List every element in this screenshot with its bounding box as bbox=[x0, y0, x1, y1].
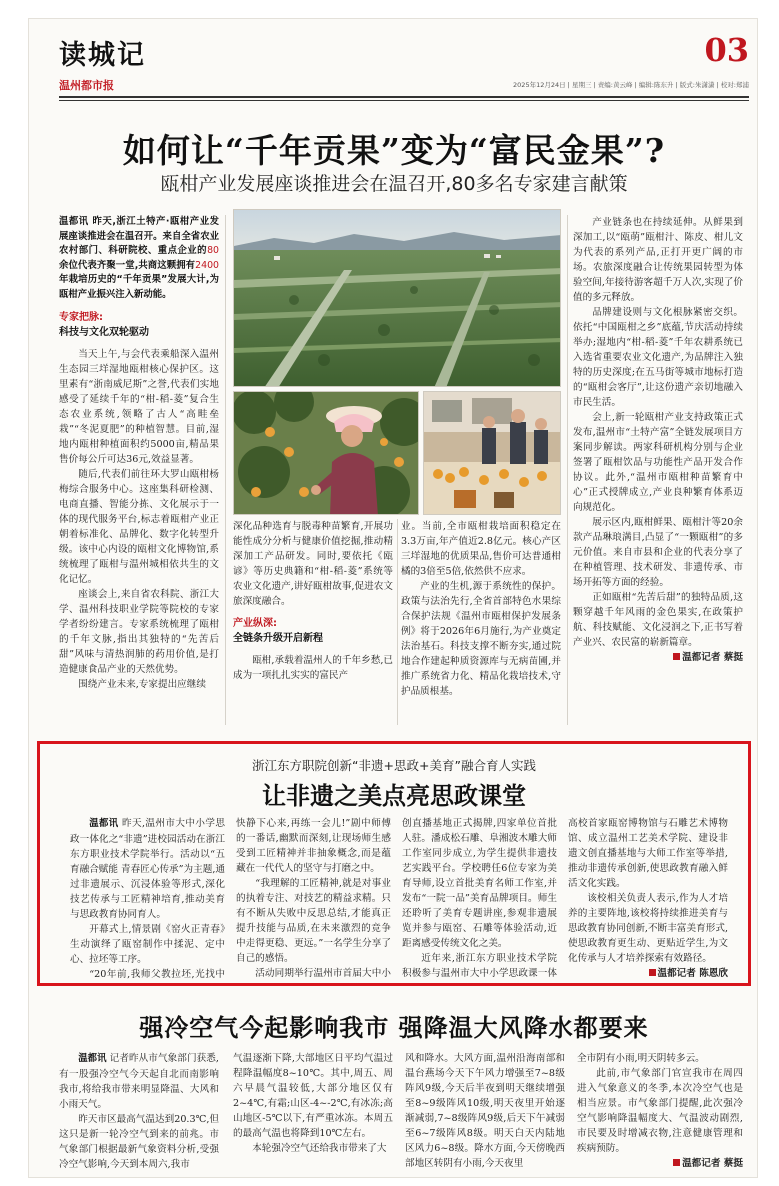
paragraph: 创直播基地正式揭牌,四家单位首批人驻。潘成松石雕、阜湘波木雕大师工作室同步成立,为学生提供非遗技艺实践平台。学校聘任6位专家为美育导师,设立首批美育名师工作室,并发布“一院一品”美育品牌项目。师生还聆听了美育专题讲座,参观非遗展览并参与瓯窑、石雕等体验活动,近距离感受传统文化之美。 bbox=[402, 818, 557, 949]
paragraph: 本轮强冷空气还给我市带来了大 bbox=[252, 1143, 387, 1154]
article2-col4 bbox=[568, 816, 728, 981]
masthead-rule-thin bbox=[59, 100, 749, 101]
paragraph: 气温逐渐下降,大部地区日平均气温过程降温幅度8~10℃。其中,周五、周六早晨气温较低,大部分地区仅有2~4℃,有霜;山区-4~-2℃,有冰冻;高山地区-5℃以下,有严重冰冻。本周五的最高气温也将降到10℃左右。 bbox=[233, 1053, 393, 1139]
newspaper-page bbox=[28, 18, 758, 1178]
byline-text: 温都记者 陈恩欣 bbox=[657, 968, 728, 979]
paragraph: 昨天,温州市大中小学思政一体化之“非遗”进校园活动在浙江东方职业技术学院举行。活动以“五育融合赋能 青春匠心传承”为主题,通过非遗展示、沉浸体验等形式,深化技艺传承与工匠精神培育,推动美育与思政教育协同育人。 bbox=[70, 818, 225, 920]
paragraph: 记者昨从市气象部门获悉,有一股强冷空气今天起自北而南影响我市,将给我市带来明显降温、大风和小雨天气。 bbox=[59, 1053, 219, 1110]
paragraph: 座谈会上,来自省农科院、浙江大学、温州科技职业学院等院校的专家学者纷纷建言。专家系统梳理了瓯柑的千年文脉,指出其独特的“先苦后甜”风味与清热润肺的药用价值,是打造健康食品产业的天然优势。 bbox=[59, 588, 219, 675]
issue-meta: 2025年12月24日 | 星期三 | 责编:黄云峰 | 编辑:陈东升 | 版式:朱潇潇 | 校对:郑浦 bbox=[513, 81, 749, 89]
article3-headline: 强冷空气今起影响我市 强降温大风降水都要来 bbox=[139, 1013, 649, 1042]
photo-farmer-picking bbox=[233, 391, 419, 515]
byline-text: 温都记者 蔡挺 bbox=[682, 652, 743, 663]
paragraph: 瓯柑,承载着温州人的千年乡愁,已成为一项扎扎实实的富民产 bbox=[233, 655, 393, 681]
lead-tag: 温都讯 bbox=[78, 1053, 107, 1064]
article1-col3 bbox=[401, 519, 561, 725]
article2-subheadline: 浙江东方职院创新“非遗+思政+美育”融合育人实践 bbox=[252, 758, 536, 773]
paragraph: 活动同期举行温州市首届大中小 bbox=[255, 968, 391, 979]
article2-col1 bbox=[70, 816, 225, 981]
article1-col1 bbox=[59, 215, 219, 725]
photo-aerial-orchard bbox=[233, 209, 561, 387]
article1-lead bbox=[59, 215, 219, 303]
masthead bbox=[59, 33, 749, 91]
paragraph: 高校首家瓯窑博物馆与石雕艺术博物馆、成立温州工艺美术学院、建设非遗文创直播基地与大师工作室等举措,推动非遗传承创新,使思政教育融入鲜活文化实践。 bbox=[568, 818, 728, 889]
paper-name: 温州都市报 bbox=[59, 79, 114, 92]
paragraph: 围绕产业未来,专家提出应继续 bbox=[78, 678, 206, 690]
paragraph: 品牌建设则与文化根脉紧密交织。依托“中国瓯柑之乡”底蕴,节庆活动持续举办;湿地内“柑-稻-菱”千年农耕系统已入选省重要农业文化遗产,为品牌注入独特的历史深度;在五马街等城市地标打造的“瓯柑会客厅”,让这份遗产亲切地融入市民生活。 bbox=[573, 307, 743, 408]
kicker-2: 产业纵深: bbox=[233, 618, 277, 629]
paragraph: 深化品种选育与脱毒种苗繁育,开展功能性成分分析与健康价值挖掘,推动精深加工产品研发。同时,要依托《瓯谚》等历史典籍和“柑-稻-菱”系统等农业文化遗产,讲好瓯柑故事,促进农文旅深度融合。 bbox=[233, 521, 393, 607]
paragraph: 当天上午,与会代表乘船深入温州生态园三垟湿地瓯柑核心保护区。这里素有“浙南威尼斯”之誉,代表们实地感受了延续千年的“柑-稻-菱”复合生态农业系统,领略了古人“高畦垒栽”“冬泥夏肥”的种植智慧。目前,湿地内瓯柑种植面积约5000亩,精品果售价每公斤可达36元,效益显著。 bbox=[59, 348, 219, 465]
paragraph: 正如瓯柑“先苦后甜”的独特品质,这颗穿越千年风雨的金色果实,在政策护航、科技赋能、文化浸润之下,正书写着产业兴、农民富的崭新篇章。 bbox=[573, 592, 743, 648]
square-marker-icon bbox=[673, 1159, 680, 1166]
photo-product-display bbox=[423, 391, 561, 515]
article1-col4 bbox=[573, 215, 743, 733]
paragraph: 开幕式上,情景剧《窑火正青春》生动演绎了瓯窑制作中揉泥、定中心、拉坯等工序。 bbox=[70, 923, 225, 965]
paragraph: 业。当前,全市瓯柑栽培面积稳定在3.3万亩,年产值近2.8亿元。核心产区三垟湿地的优质果品,售价可达普通柑橘的3倍至5倍,依然供不应求。 bbox=[401, 521, 561, 577]
paragraph: 此前,市气象部门官宣我市在周四进入气象意义的冬季,本次冷空气也是相当应景。市气象部门提醒,此次强冷空气影响降温幅度大、气温波动剧烈,市民要及时增减衣物,注意健康管理和疾病预防。 bbox=[577, 1068, 743, 1154]
lead-tag: 温都讯 bbox=[59, 216, 89, 227]
paragraph: 昨天市区最高气温达到20.3℃,但这只是新一轮冷空气到来的前兆。市气象部门根据最新气象资料分析,受强冷空气影响,今天到本周六,我市 bbox=[59, 1113, 219, 1170]
article3-col4 bbox=[577, 1051, 743, 1171]
paragraph: 展示区内,瓯柑鲜果、瓯柑汁等20余款产品琳琅满目,凸显了“一颗瓯柑”的多元价值。来自市县和企业的代表分享了在种植管理、技术研发、非遗传承、市场开拓等方面的经验。 bbox=[573, 517, 743, 588]
lead-text-b: 余位代表齐聚一堂,共商这颗拥有 bbox=[59, 259, 196, 271]
column-divider bbox=[567, 215, 568, 725]
article3-col3 bbox=[405, 1051, 565, 1171]
paragraph: 风和降水。大风方面,温州沿海南部和温台燕场今天下午风力增强至7~8级阵风9级,今天后半夜到明天继续增强至8~9级阵风10级,明天夜里开始逐渐减弱,7~8级阵风9级,后天下午减弱至6~7级阵风8级。明天白天内陆地区风力6~8级。降水方面,今天傍晚西部地区转阴有小雨,今天夜里 bbox=[405, 1053, 565, 1169]
article2-col2 bbox=[236, 816, 391, 981]
article3-byline bbox=[577, 1156, 743, 1171]
paragraph: “20年前,我师父教拉坯,光找中 bbox=[89, 968, 225, 980]
lead-number: 80 bbox=[207, 245, 219, 257]
column-divider bbox=[225, 215, 226, 725]
byline-text: 温都记者 蔡挺 bbox=[682, 1158, 743, 1169]
kicker-1: 专家把脉: bbox=[59, 311, 103, 323]
article2-headline: 让非遗之美点亮思政课堂 bbox=[262, 781, 526, 810]
paragraph: “我理解的工匠精神,就是对事业的执着专注、对技艺的精益求精。只有不断从失败中反思总结,才能真正提升技能与品质,在未来激烈的竞争中走得更稳、更远。”一名学生分享了自己的感悟。 bbox=[236, 878, 391, 964]
article3-col1 bbox=[59, 1051, 219, 1171]
article1-byline bbox=[573, 650, 743, 665]
page-number: 03 bbox=[704, 31, 749, 69]
lead-text-a: 昨天,浙江土特产·瓯柑产业发展座谈推进会在温召开。来自全省农业农村部门、科研院校、重点企业的 bbox=[59, 216, 219, 257]
article2-col3 bbox=[402, 816, 557, 981]
article3-col2 bbox=[233, 1051, 393, 1171]
column-divider bbox=[397, 519, 398, 725]
article2-box bbox=[37, 741, 751, 986]
square-marker-icon bbox=[673, 653, 680, 660]
kicker-1-sub: 科技与文化双轮驱动 bbox=[59, 326, 149, 338]
lead-number-2: 2400 bbox=[195, 259, 219, 271]
paragraph: 产业链条也在持续延伸。从鲜果到深加工,以“瓯萌”瓯柑汁、陈皮、柑儿文为代表的系列产品,正打开更广阔的市场。农旅深度融合让传统果园转型为体验空间,年接待游客超千万人次,实现了价值的多元释放。 bbox=[573, 217, 743, 303]
article1-col2 bbox=[233, 519, 393, 725]
lead-tag: 温都讯 bbox=[89, 818, 119, 829]
square-marker-icon bbox=[649, 969, 656, 976]
article1-subheadline: 瓯柑产业发展座谈推进会在温召开,80多名专家建言献策 bbox=[160, 173, 628, 195]
paragraph: 近年来,浙江东方职业技术学院积极参与温州市大中小学思政课一体 bbox=[402, 953, 557, 979]
kicker-2-sub: 全链条升级开启新程 bbox=[233, 633, 323, 644]
paragraph: 该校相关负责人表示,作为人才培养的主要阵地,该校将持续推进美育与思政教育协同创新,不断丰富美育形式,使思政教育更生动、更贴近学生,为文化传承与人才培养探索有效路径。 bbox=[568, 893, 728, 964]
masthead-rule bbox=[59, 96, 749, 98]
article2-byline bbox=[568, 966, 728, 981]
paragraph: 产业的生机,源于系统性的保护。政策与法治先行,全省首部特色水果综合保护法规《温州市瓯柑保护发展条例》将于2026年6月施行,为产业奠定法治基石。科技支撑不断夯实,通过院地合作建起种质资源库与无病苗圃,并推广系统省力化、精品化栽培技术,守护品质根基。 bbox=[401, 581, 561, 697]
paragraph: 快静下心来,再练一会儿!”剧中师傅的一番话,幽默而深刻,让现场师生感受到工匠精神并非抽象概念,而是蕴藏在一代代人的坚守与打磨之中。 bbox=[236, 818, 391, 874]
paragraph: 随后,代表们前往环大罗山瓯柑杨梅综合服务中心。这座集科研检测、电商直播、智能分拣、文化展示于一体的现代服务平台,标志着瓯柑产业正朝着标准化、品牌化、数字化转型升级。该中心内设的瓯柑文化博物馆,系统梳理了瓯柑与温州城相依共生的文化记忆。 bbox=[59, 468, 219, 585]
paragraph: 会上,新一轮瓯柑产业支持政策正式发布,温州市“土特产富”全链发展项目方案同步解读。两家科研机构分别与企业签署了瓯柑饮品与功能性产品开发合作协议。此外,“温州市瓯柑种苗繁育中心”正式授牌成立,产业良种繁育体系迈向规范化。 bbox=[573, 412, 743, 513]
section-name: 读城记 bbox=[59, 40, 146, 71]
article1-headline: 如何让“千年贡果”变为“富民金果”? bbox=[122, 131, 666, 170]
lead-text-c: 年栽培历史的“千年贡果”发展大计,为瓯柑产业振兴注入新动能。 bbox=[59, 274, 219, 300]
paragraph: 全市阴有小雨,明天阴转多云。 bbox=[577, 1053, 705, 1064]
